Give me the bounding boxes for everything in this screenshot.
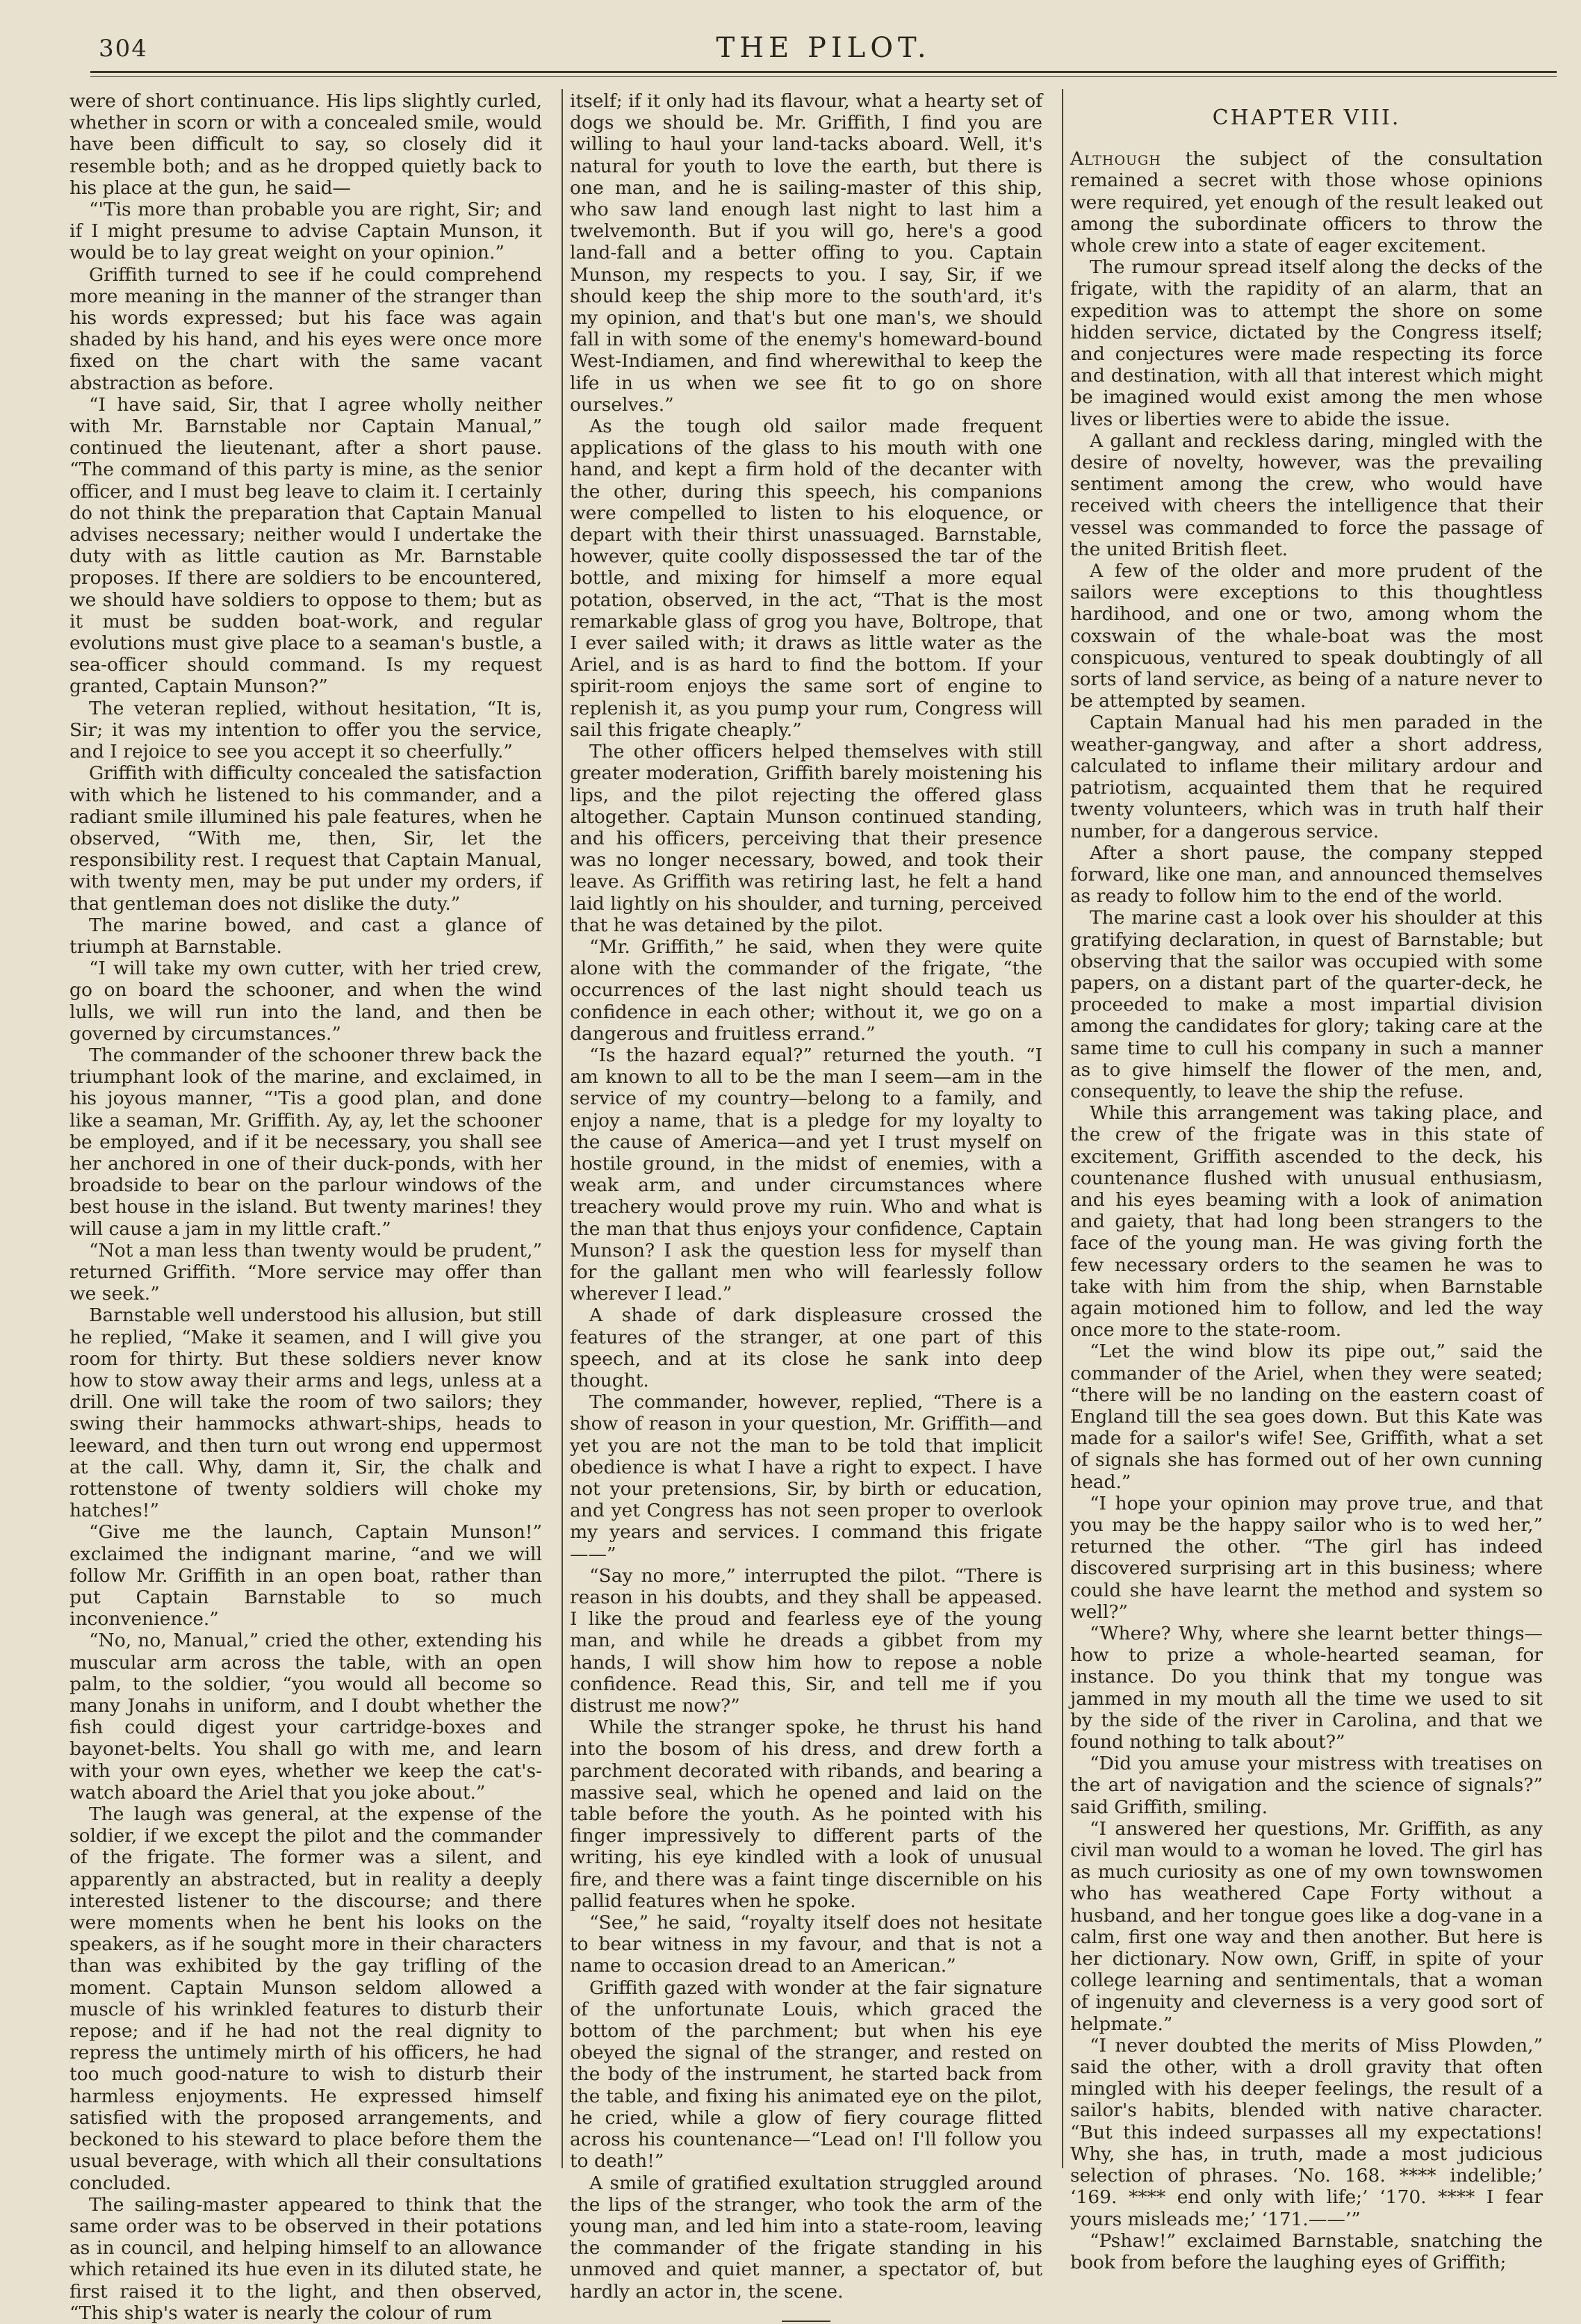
paragraph: “Is the hazard equal?” returned the youth. “I am known to all to be the man I seem—am in the service of my country—belong to a family, and enjoy a name, that is a pledge for my loyalty to the cause of America—and yet I trust myself on hostile ground, in the midst of enemies, with a weak arm, and under circumstances where treachery would prove my ruin. Who and what is the man that thus enjoys your confidence, Captain Munson? I ask the question less for myself than for the gallant men who will fearlessly follow wherever I lead.”	[570, 1044, 1042, 1305]
paragraph: “Did you amuse your mistress with treatises on the art of navigation and the science of signals?” said Griffith, smiling.	[1070, 1753, 1543, 1818]
header-rule	[90, 71, 1557, 73]
paragraph: The rumour spread itself along the decks of the frigate, with the rapidity of an alarm, that an expedition was to attempt the shore on some hidden service, dictated by the Congress itself; and conjectures were made respecting its force and destination, with all that interest which might be imagined would exist among the men whose lives or liberties were to abide the issue.	[1070, 256, 1543, 430]
paragraph: The sailing-master appeared to think that the same order was to be observed in their potations as in council, and helping himself to an allowance which retained its hue even in its diluted state, he first raised it to the light, and then observed, “This ship's water is nearly the colour of rum	[69, 2193, 542, 2324]
text-column-1	[69, 90, 542, 2324]
paragraph: A few of the older and more prudent of the sailors were exceptions to this thoughtless hardihood, and one or two, among whom the coxswain of the whale-boat was the most conspicuous, ventured to speak doubtingly of all sorts of land service, as being of a nature never to be attempted by seamen.	[1070, 560, 1543, 712]
paragraph: “I never doubted the merits of Miss Plowden,” said the other, with a droll gravity that often mingled with his deeper feelings, the result of a sailor's habits, blended with native character. “But this indeed surpasses all my expectations! Why, she has, in truth, made a most judicious selection of phrases. ‘No. 168. **** indelible;’ ‘169. **** end only with life;’ ‘170. **** I fear yours misleads me;’ ‘171.——’”	[1070, 2034, 1543, 2230]
paragraph: After a short pause, the company stepped forward, like one man, and announced themselves as ready to follow him to the end of the world.	[1070, 842, 1543, 908]
paragraph: While this arrangement was taking place, and the crew of the frigate was in this state of excitement, Griffith ascended to the deck, his countenance flushed with unusual enthusiasm, and his eyes beaming with a look of animation and gaiety, that had long been strangers to the face of the young man. He was giving forth the few necessary orders to the seamen he was to take with him from the ship, when Barnstable again motioned him to follow, and led the way once more to the state-room.	[1070, 1102, 1543, 1341]
paragraph: “'Tis more than probable you are right, Sir; and if I might presume to advise Captain Munson, it would be to lay great weight on your opinion.”	[69, 199, 542, 264]
paragraph: As the tough old sailor made frequent applications of the glass to his mouth with one hand, and kept a firm hold of the decanter with the other, during this speech, his companions were compelled to listen to his eloquence, or depart with their thirst unassuaged. Barnstable, however, quite coolly dispossessed the tar of the bottle, and mixing for himself a more equal potation, observed, in the act, “That is the most remarkable glass of grog you have, Boltrope, that I ever sailed with; it draws as little water as the Ariel, and is as hard to find the bottom. If your spirit-room enjoys the same sort of engine to replenish it, as you pump your rum, Congress will sail this frigate cheaply.”	[570, 416, 1042, 741]
paragraph: “I hope your opinion may prove true, and that you may be the happy sailor who is to wed her,” returned the other. “The girl has indeed discovered surprising art in this business; where could she have learnt the method and system so well?”	[1070, 1492, 1543, 1623]
paragraph: “Where? Why, where she learnt better things—how to prize a whole-hearted seaman, for instance. Do you think that my tongue was jammed in my mouth all the time we used to sit by the side of the river in Carolina, and that we found nothing to talk about?”	[1070, 1623, 1543, 1753]
paragraph: “Mr. Griffith,” he said, when they were quite alone with the commander of the frigate, “the occurrences of the last night should teach us confidence in each other; without it, we go on a dangerous and fruitless errand.”	[570, 935, 1042, 1045]
paragraph: “No, no, Manual,” cried the other, extending his muscular arm across the table, with an open palm, to the soldier, “you would all become so many Jonahs in uniform, and I doubt whether the fish could digest your cartridge-boxes and bayonet-belts. You shall go with me, and learn with your own eyes, whether we keep the cat's-watch aboard the Ariel that you joke about.”	[69, 1630, 542, 1803]
paragraph: Griffith with difficulty concealed the satisfaction with which he listened to his commander, and a radiant smile illumined his pale features, when he observed, “With me, then, Sir, let the responsibility rest. I request that Captain Manual, with twenty men, may be put under my orders, if that gentleman does not dislike the duty.”	[69, 762, 542, 915]
paragraph: “Not a man less than twenty would be prudent,” returned Griffith. “More service may offer than we seek.”	[69, 1239, 542, 1305]
paragraph: “See,” he said, “royalty itself does not hesitate to bear witness in my favour, and that is not a name to occasion dread to an American.”	[570, 1912, 1042, 1977]
paragraph: The veteran replied, without hesitation, “It is, Sir; it was my intention to offer you the service, and I rejoice to see you accept it so cheerfully.”	[69, 697, 542, 763]
page-header	[90, 31, 1557, 69]
paragraph: A shade of dark displeasure crossed the features of the stranger, at one part of this speech, and at its close he sank into deep thought.	[570, 1304, 1042, 1391]
paragraph: “Say no more,” interrupted the pilot. “There is reason in his doubts, and they shall be appeased. I like the proud and fearless eye of the young man, and while he dreads a gibbet from my hands, I will show him how to repose a noble confidence. Read this, Sir, and tell me if you distrust me now?”	[570, 1564, 1042, 1717]
header-rule-thin	[90, 76, 1557, 77]
paragraph: itself; if it only had its flavour, what a hearty set of dogs we should be. Mr. Griffith, I find you are willing to haul your land-tacks aboard. Well, it's natural for youth to love the earth, but there is one man, and he is sailing-master of this ship, who saw land enough last night to last him a twelvemonth. But if you will go, here's a good land-fall and a better offing to you. Captain Munson, my respects to you. I say, Sir, if we should keep the ship more to the south'ard, it's my opinion, and that's but one man's, we should fall in with some of the enemy's homeward-bound West-Indiamen, and find wherewithal to keep the life in us when we see fit to go on shore ourselves.”	[570, 90, 1042, 416]
paragraph: A gallant and reckless daring, mingled with the desire of novelty, however, was the prevailing sentiment among the crew, who would have received with cheers the intelligence that their vessel was commanded to force the passage of the united British fleet.	[1070, 429, 1543, 560]
paragraph: The commander, however, replied, “There is a show of reason in your question, Mr. Griffith—and yet you are not the man to be told that implicit obedience is what I have a right to expect. I have not your pretensions, Sir, by birth or education, and yet Congress has not seen proper to overlook my years and services. I command this frigate——”	[570, 1391, 1042, 1565]
paragraph: The other officers helped themselves with still greater moderation, Griffith barely moistening his lips, and the pilot rejecting the offered glass altogether. Captain Munson continued standing, and his officers, perceiving that their presence was no longer necessary, bowed, and took their leave. As Griffith was retiring last, he felt a hand laid lightly on his shoulder, and turning, perceived that he was detained by the pilot.	[570, 741, 1042, 936]
paragraph: “Give me the launch, Captain Munson!” exclaimed the indignant marine, “and we will follow Mr. Griffith in an open boat, rather than put Captain Barnstable to so much inconvenience.”	[69, 1521, 542, 1630]
paragraph: “I answered her questions, Mr. Griffith, as any civil man would to a woman he loved. The girl has as much curiosity as one of my own townswomen who has weathered Cape Forty without a husband, and her tongue goes like a dog-vane in a calm, first one way and then another. But here is her dictionary. Now own, Griff, in spite of your college learning and sentimentals, that a woman of ingenuity and cleverness is a very good sort of helpmate.”	[1070, 1817, 1543, 2035]
paragraph: “Let the wind blow its pipe out,” said the commander of the Ariel, when they were seated; “there will be no landing on the eastern coast of England till the sea goes down. But this Kate was made for a sailor's wife! See, Griffith, what a set of signals she has formed out of her own cunning head.”	[1070, 1341, 1543, 1493]
chapter-opening-paragraph	[1070, 148, 1543, 256]
paragraph: Griffith turned to see if he could comprehend more meaning in the manner of the stranger than his words expressed; but his face was again shaded by his hand, and his eyes were once more fixed on the chart with the same vacant abstraction as before.	[69, 263, 542, 394]
paragraph: “I will take my own cutter, with her tried crew, go on board the schooner, and when the wind lulls, we will run into the land, and then be governed by circumstances.”	[69, 958, 542, 1045]
paragraph: “Pshaw!” exclaimed Barnstable, snatching the book from before the laughing eyes of Griffith;	[1070, 2229, 1543, 2273]
paragraph: were of short continuance. His lips slightly curled, whether in scorn or with a concealed smile, would have been difficult to say, so closely did it resemble both; and as he dropped quietly back to his place at the gun, he said—	[69, 90, 542, 199]
paragraph: “I have said, Sir, that I agree wholly neither with Mr. Barnstable nor Captain Manual,” continued the lieutenant, after a short pause. “The command of this party is mine, as the senior officer, and I must beg leave to claim it. I certainly do not think the preparation that Captain Manual advises necessary; neither would I undertake the duty with as little caution as Mr. Barnstable proposes. If there are soldiers to be encountered, we should have soldiers to oppose to them; but as it must be sudden boat-work, and regular evolutions must give place to a seaman's bustle, a sea-officer should command. Is my request granted, Captain Munson?”	[69, 393, 542, 698]
paragraph: Captain Manual had his men paraded in the weather-gangway, and after a short address, calculated to inflame their military ardour and patriotism, acquainted them that he required twenty volunteers, which was in truth half their number, for a dangerous service.	[1070, 712, 1543, 842]
paragraph: The marine bowed, and cast a glance of triumph at Barnstable.	[69, 914, 542, 958]
chapter-heading: CHAPTER VIII.	[1212, 106, 1401, 130]
page-number: 304	[99, 35, 148, 63]
paragraph: A smile of gratified exultation struggled around the lips of the stranger, who took the arm of the young man, and led him into a state-room, leaving the commander of the frigate standing in his unmoved and quiet manner, a spectator of, but hardly an actor in, the scene.	[570, 2172, 1042, 2302]
text-column-2	[570, 90, 1042, 2302]
paragraph: Barnstable well understood his allusion, but still he replied, “Make it seamen, and I will give you room for thirty. But these soldiers never know how to stow away their arms and legs, unless at a drill. One will take the room of two sailors; they swing their hammocks athwart-ships, heads to leeward, and then turn out wrong end uppermost at the call. Why, damn it, Sir, the chalk and rottenstone of twenty soldiers will choke my hatches!”	[69, 1304, 542, 1522]
text-column-3	[1070, 90, 1543, 2273]
opening-word: Although	[1070, 148, 1161, 170]
section-end-rule	[782, 2321, 830, 2322]
paragraph: While the stranger spoke, he thrust his hand into the bosom of his dress, and drew forth a parchment decorated with ribands, and bearing a massive seal, which he opened and laid on the table before the youth. As he pointed with his finger impressively to different parts of the writing, his eye kindled with a look of unusual fire, and there was a faint tinge discernible on his pallid features when he spoke.	[570, 1717, 1042, 1912]
paragraph: Griffith gazed with wonder at the fair signature of the unfortunate Louis, which graced the bottom of the parchment; but when his eye obeyed the signal of the stranger, and rested on the body of the instrument, he started back from the table, and fixing his animated eye on the pilot, he cried, while a glow of fiery courage flitted across his countenance—“Lead on! I'll follow you to death!”	[570, 1977, 1042, 2172]
running-title: THE PILOT.	[716, 32, 931, 64]
paragraph: The commander of the schooner threw back the triumphant look of the marine, and exclaimed, in his joyous manner, “'Tis a good plan, and done like a seaman, Mr. Griffith. Ay, ay, let the schooner be employed, and if it be necessary, you shall see her anchored in one of their duck-ponds, with her broadside to bear on the parlour windows of the best house in the island. But twenty marines! they will cause a jam in my little craft.”	[69, 1044, 542, 1240]
column-divider	[1062, 89, 1063, 2168]
paragraph: The laugh was general, at the expense of the soldier, if we except the pilot and the commander of the frigate. The former was a silent, and apparently an abstracted, but in reality a deeply interested listener to the discourse; and there were moments when he bent his looks on the speakers, as if he sought more in their characters than was exhibited by the gay trifling of the moment. Captain Munson seldom allowed a muscle of his wrinkled features to disturb their repose; and if he had not the real dignity to repress the untimely mirth of his officers, he had too much good-nature to wish to disturb their harmless enjoyments. He expressed himself satisfied with the proposed arrangements, and beckoned to his steward to place before them the usual beverage, with which all their consultations concluded.	[69, 1803, 542, 2194]
column-divider	[562, 89, 563, 2168]
opening-text: the subject of the consultation remained a secret with those whose opinions were required, yet enough of the result leaked out among the subordinate officers to throw the whole crew into a state of eager excitement.	[1070, 148, 1543, 257]
paragraph: The marine cast a look over his shoulder at this gratifying declaration, in quest of Barnstable; but observing that the sailor was occupied with some papers, on a distant part of the quarter-deck, he proceeded to make a most impartial division among the candidates for glory; taking care at the same time to cull his company in such a manner as to give himself the flower of the men, and, consequently, to leave the ship the refuse.	[1070, 907, 1543, 1102]
